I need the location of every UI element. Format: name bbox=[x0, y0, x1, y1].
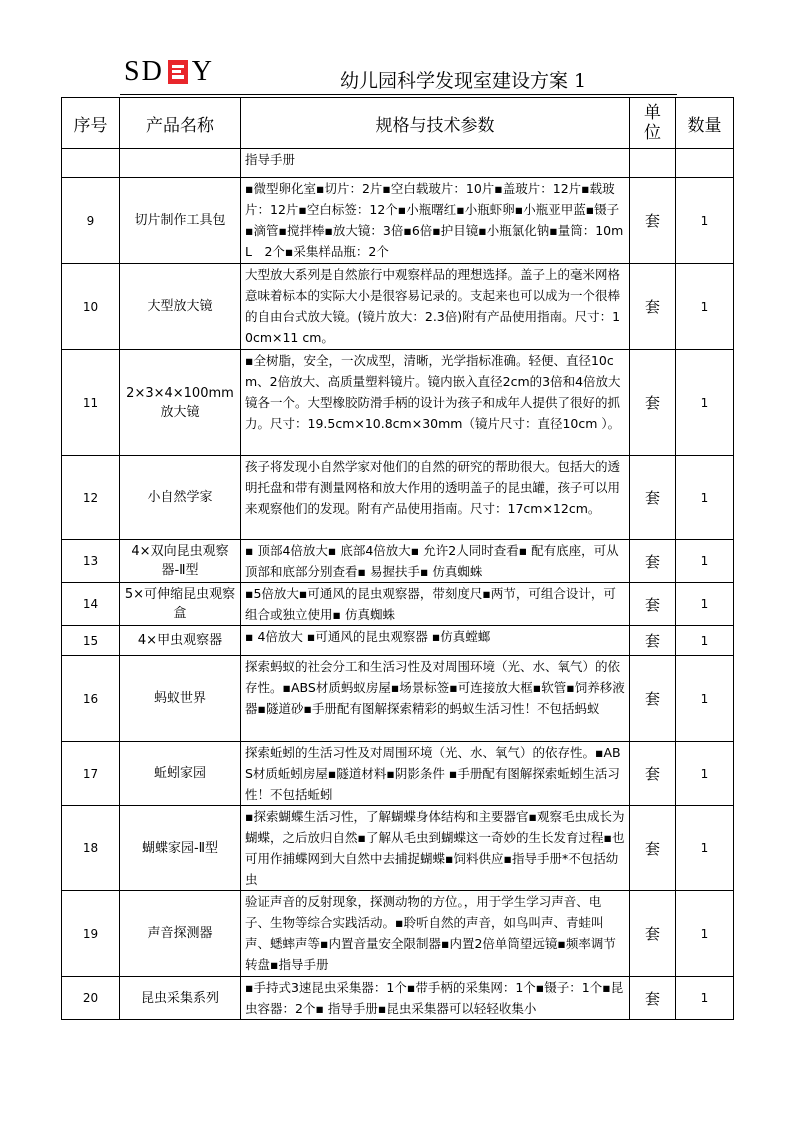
cell-spec: 验证声音的反射现象，探测动物的方位。，用于学生学习声音、电子、生物等综合实践活动。▪聆听自然的声音，如鸟叫声、青蛙叫声、蟋蟀声等▪内置音量安全限制器▪内置2倍单筒望远镜▪频率调节转盘▪指导手册 bbox=[241, 891, 630, 977]
cell-number: 10 bbox=[62, 264, 120, 350]
cell-product-name: 4×甲虫观察器 bbox=[120, 626, 241, 656]
header-divider bbox=[120, 94, 677, 95]
document-title: 幼儿园科学发现室建设方案 1 bbox=[340, 70, 587, 92]
cell-product-name: 蝴蝶家园-Ⅱ型 bbox=[120, 806, 241, 891]
cell-spec: ▪5倍放大▪可通风的昆虫观察器，带刻度尺▪两节，可组合设计，可组合或独立使用▪ 仿真蜘蛛 bbox=[241, 583, 630, 626]
cell-unit: 套 bbox=[630, 583, 676, 626]
cell-product-name: 声音探测器 bbox=[120, 891, 241, 977]
cell-unit: 套 bbox=[630, 656, 676, 742]
cell-quantity: 1 bbox=[676, 583, 734, 626]
cell-quantity: 1 bbox=[676, 742, 734, 806]
cell-unit: 套 bbox=[630, 626, 676, 656]
cell-spec: ▪ 顶部4倍放大▪ 底部4倍放大▪ 允许2人同时查看▪ 配有底座，可从顶部和底部分别查看▪ 易握扶手▪ 仿真蜘蛛 bbox=[241, 540, 630, 583]
cell-quantity: 1 bbox=[676, 264, 734, 350]
col-header-number: 序号 bbox=[62, 98, 120, 149]
cell-spec: ▪ 4倍放大 ▪可通风的昆虫观察器 ▪仿真螳螂 bbox=[241, 626, 630, 656]
logo-text-right: Y bbox=[191, 56, 215, 87]
cell-product-name: 蚯蚓家园 bbox=[120, 742, 241, 806]
cell-product-name: 昆虫采集系列 bbox=[120, 977, 241, 1020]
table-row bbox=[62, 806, 734, 891]
cell-unit: 套 bbox=[630, 891, 676, 977]
cell-product-name: 5×可伸缩昆虫观察盒 bbox=[120, 583, 241, 626]
cell-spec: 指导手册 bbox=[241, 149, 630, 178]
cell-quantity: 1 bbox=[676, 540, 734, 583]
cell-quantity bbox=[676, 149, 734, 178]
cell-unit: 套 bbox=[630, 540, 676, 583]
col-header-product-name: 产品名称 bbox=[120, 98, 241, 149]
cell-number: 12 bbox=[62, 456, 120, 540]
cell-spec: ▪探索蝴蝶生活习性，了解蝴蝶身体结构和主要器官▪观察毛虫成长为蝴蝶，之后放归自然▪了解从毛虫到蝴蝶这一奇妙的生长发育过程▪也可用作捕蝶网到大自然中去捕捉蝴蝶▪饲料供应▪指导手册*不包括幼虫 bbox=[241, 806, 630, 891]
cell-spec: ▪微型卵化室▪切片：2片▪空白载玻片：10片▪盖玻片：12片▪载玻片：12片▪空白标签：12个▪小瓶曙红▪小瓶虾卵▪小瓶亚甲蓝▪镊子▪滴管▪搅拌棒▪放大镜：3倍▪6倍▪护目镜▪小瓶氯化钠▪量筒：10mL 2个▪采集样品瓶：2个 bbox=[241, 178, 630, 264]
col-header-unit bbox=[630, 98, 676, 149]
cell-number: 16 bbox=[62, 656, 120, 742]
cell-number: 13 bbox=[62, 540, 120, 583]
cell-product-name: 大型放大镜 bbox=[120, 264, 241, 350]
cell-number: 17 bbox=[62, 742, 120, 806]
cell-unit: 套 bbox=[630, 456, 676, 540]
unit-header-line1: 单 bbox=[644, 103, 661, 123]
cell-number: 20 bbox=[62, 977, 120, 1020]
cell-unit: 套 bbox=[630, 178, 676, 264]
product-table bbox=[61, 97, 734, 1020]
table-row bbox=[62, 891, 734, 977]
cell-spec: ▪全树脂，安全，一次成型，清晰，光学指标准确。轻便、直径10cm、2倍放大、高质量塑料镜片。镜内嵌入直径2cm的3倍和4倍放大镜各一个。大型橡胶防滑手柄的设计为孩子和成年人提供了很好的抓力。尺寸：19.5cm×10.8cm×30mm（镜片尺寸：直径10cm ）。 bbox=[241, 350, 630, 456]
col-header-spec: 规格与技术参数 bbox=[241, 98, 630, 149]
table-row bbox=[62, 742, 734, 806]
cell-spec: ▪手持式3速昆虫采集器：1个▪带手柄的采集网：1个▪镊子：1个▪昆虫容器：2个▪ 指导手册▪昆虫采集器可以轻轻收集小 bbox=[241, 977, 630, 1020]
cell-spec: 大型放大系列是自然旅行中观察样品的理想选择。盖子上的毫米网格意味着标本的实际大小是很容易记录的。支起来也可以成为一个很棒的自由台式放大镜。(镜片放大：2.3倍)附有产品使用指南。尺寸：10cm×11 cm。 bbox=[241, 264, 630, 350]
cell-number: 9 bbox=[62, 178, 120, 264]
cell-quantity: 1 bbox=[676, 891, 734, 977]
cell-unit bbox=[630, 149, 676, 178]
cell-unit: 套 bbox=[630, 350, 676, 456]
cell-unit: 套 bbox=[630, 806, 676, 891]
cell-product-name bbox=[120, 149, 241, 178]
cell-number: 15 bbox=[62, 626, 120, 656]
cell-product-name: 切片制作工具包 bbox=[120, 178, 241, 264]
company-logo bbox=[124, 56, 214, 88]
table-row bbox=[62, 149, 734, 178]
table-header-row bbox=[62, 98, 734, 149]
table-row bbox=[62, 626, 734, 656]
cell-unit: 套 bbox=[630, 977, 676, 1020]
cell-product-name: 蚂蚁世界 bbox=[120, 656, 241, 742]
cell-product-name: 小自然学家 bbox=[120, 456, 241, 540]
cell-quantity: 1 bbox=[676, 178, 734, 264]
cell-quantity: 1 bbox=[676, 350, 734, 456]
cell-product-name: 2×3×4×100mm放大镜 bbox=[120, 350, 241, 456]
cell-number: 19 bbox=[62, 891, 120, 977]
cell-number: 14 bbox=[62, 583, 120, 626]
col-header-quantity: 数量 bbox=[676, 98, 734, 149]
table-row bbox=[62, 583, 734, 626]
cell-quantity: 1 bbox=[676, 977, 734, 1020]
logo-mark-icon bbox=[167, 59, 189, 85]
cell-spec: 探索蚂蚁的社会分工和生活习性及对周围环境（光、水、氧气）的依存性。▪ABS材质蚂蚁房屋▪场景标签▪可连接放大框▪软管▪饲养移液器▪隧道砂▪手册配有图解探索精彩的蚂蚁生活习性！不包括蚂蚁 bbox=[241, 656, 630, 742]
cell-unit: 套 bbox=[630, 264, 676, 350]
cell-product-name: 4×双向昆虫观察器-Ⅱ型 bbox=[120, 540, 241, 583]
cell-quantity: 1 bbox=[676, 626, 734, 656]
table-row bbox=[62, 977, 734, 1020]
cell-quantity: 1 bbox=[676, 456, 734, 540]
cell-number bbox=[62, 149, 120, 178]
unit-header-line2: 位 bbox=[644, 123, 661, 143]
cell-number: 11 bbox=[62, 350, 120, 456]
cell-spec: 孩子将发现小自然学家对他们的自然的研究的帮助很大。包括大的透明托盘和带有测量网格和放大作用的透明盖子的昆虫罐，孩子可以用来观察他们的发现。附有产品使用指南。尺寸：17cm×12cm。 bbox=[241, 456, 630, 540]
table-row bbox=[62, 456, 734, 540]
cell-quantity: 1 bbox=[676, 656, 734, 742]
table-row bbox=[62, 178, 734, 264]
table-row bbox=[62, 350, 734, 456]
cell-spec: 探索蚯蚓的生活习性及对周围环境（光、水、氧气）的依存性。▪ABS材质蚯蚓房屋▪隧道材料▪阴影条件 ▪手册配有图解探索蚯蚓生活习性！不包括蚯蚓 bbox=[241, 742, 630, 806]
cell-quantity: 1 bbox=[676, 806, 734, 891]
logo-text-left: SD bbox=[124, 56, 164, 87]
cell-unit: 套 bbox=[630, 742, 676, 806]
cell-number: 18 bbox=[62, 806, 120, 891]
table-row bbox=[62, 656, 734, 742]
table-row bbox=[62, 540, 734, 583]
table-row bbox=[62, 264, 734, 350]
